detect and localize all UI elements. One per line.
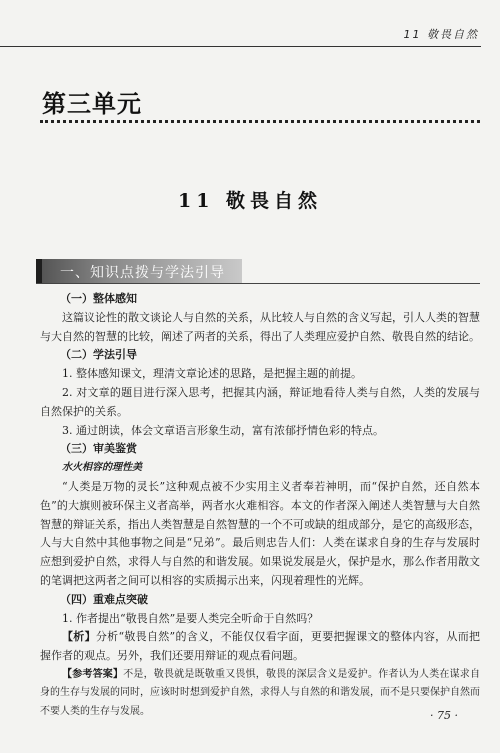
dotted-divider	[40, 120, 480, 123]
paragraph: 1. 整体感知课文，理清文章论述的思路，是把握主题的前提。	[62, 367, 362, 381]
paragraph: 这篇议论性的散文谈论人与自然的关系，从比较人与自然的含义写起，引人人类的智慧与大自然的智慧的比较，阐述了两者的关系，得出了人类理应爱护自然、敬畏自然的结论。	[40, 310, 480, 343]
question: 1. 作者提出“敬畏自然”是要人类完全听命于自然吗？	[62, 611, 319, 625]
answer-text: 不是，敬畏就是既敬重又畏惧，敬畏的深层含义是爱护。作者认为人类在谋求自身的生存与发展的同时，应该时时想到爱护自然，求得人与自然的和谐发展，而不是只要保护自然而不要人类的生存与发展。	[40, 668, 481, 717]
running-header	[0, 22, 481, 47]
paragraph: 3. 通过朗读，体会文章语言形象生动，富有浓郁抒情色彩的特点。	[62, 423, 384, 437]
subheading-overall: （一）整体感知	[60, 292, 137, 305]
lesson-title: 11 敬畏自然	[177, 190, 323, 212]
subheading-aesthetic: （三）审美鉴赏	[60, 442, 137, 456]
section-divider	[36, 283, 480, 284]
unit-title: 第三单元	[42, 90, 142, 118]
running-header-text: 11 敬畏自然	[403, 28, 479, 41]
analysis-text: 分析“敬畏自然”的含义，不能仅仅看字面，更要把握课文的整体内容，从而把握作者的观点。另外，我们还要用辩证的观点看问题。	[40, 630, 480, 663]
answer-paragraph	[40, 666, 480, 721]
paragraph: “人类是万物的灵长”这种观点被不少实用主义者奉若神明，而“保护自然，还自然本色”的大旗则被环保主义者高举，两者水火难相容。本文的作者深入阐述人类智慧与大自然智慧的辩证关系，指出人类智慧是自然智慧的一个不可或缺的组成部分，是它的高级形态，人与大自然中其他事物之间是“兄弟”。最后则忠告人们：人类在谋求自身的生存与发展时应想到爱护自然，求得人与自然的和谐发展。如果说发展是火，保护是水，那么作者用散文的笔调把这两者之间可以相容的实质揭示出来，闪现着理性的光辉。	[40, 479, 480, 587]
analysis-tag: 【析】	[62, 630, 96, 644]
section-banner-text: 一、知识点拨与学法引导	[60, 265, 225, 281]
subheading-key-points: （四）重难点突破	[60, 592, 148, 606]
analysis-paragraph	[40, 628, 480, 666]
paragraph: 2. 对文章的题目进行深入思考，把握其内涵，辩证地看待人类与自然，人类的发展与自然保护的关系。	[40, 385, 480, 418]
page-number: · 75 ·	[430, 709, 458, 722]
aesthetic-heading: 水火相容的理性美	[62, 462, 142, 474]
subheading-method: （二）学法引导	[60, 348, 137, 362]
answer-tag: 【参考答案】	[62, 668, 124, 680]
section-banner	[36, 259, 242, 283]
main-content	[40, 290, 480, 721]
